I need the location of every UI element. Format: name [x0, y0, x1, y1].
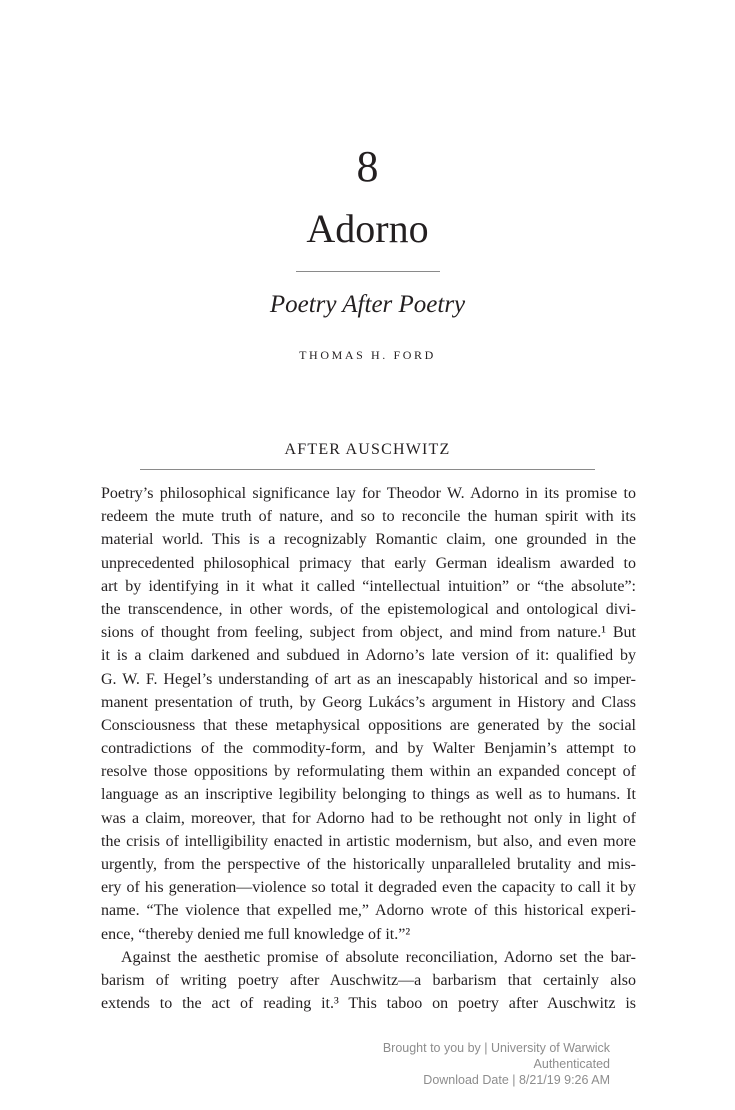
body-line: the crisis of intelligibility enacted in artistic modernism, but also, and even more — [101, 832, 636, 850]
body-line: the transcendence, in other words, of the epistemological and ontological divi- — [101, 600, 636, 618]
body-line: Poetry’s philosophical significance lay for Theodor W. Adorno in its promise to — [101, 485, 636, 502]
body-line: unprecedented philosophical primacy that early German idealism awarded to — [101, 554, 636, 572]
watermark-line: Authenticated — [533, 1057, 610, 1071]
body-line: Consciousness that these metaphysical oppositions are generated by the social — [101, 716, 636, 734]
chapter-number: 8 — [356, 142, 379, 191]
body-line: name. “The violence that expelled me,” Adorno wrote of this historical experi- — [101, 902, 636, 920]
title-divider — [296, 271, 440, 272]
body-line: it is a claim darkened and subdued in Adorno’s late version of it: qualified by — [101, 647, 636, 665]
author-name: THOMAS H. FORD — [299, 348, 436, 362]
body-line: extends to the act of reading it.³ This taboo on poetry after Auschwitz is — [101, 995, 636, 1013]
body-line: urgently, from the perspective of the historically unparalleled brutality and mis- — [101, 856, 636, 873]
body-text — [101, 482, 636, 1015]
body-line: material world. This is a recognizably Romantic claim, one grounded in the — [101, 531, 636, 549]
body-line: ence, “thereby denied me full knowledge of it.”² — [101, 925, 411, 943]
body-line: resolve those oppositions by reformulating them within an expanded concept of — [101, 763, 636, 781]
chapter-title: Adorno — [306, 206, 429, 251]
body-line: manent presentation of truth, by Georg Lukács’s argument in History and Class — [101, 693, 636, 711]
body-line: ery of his generation—violence so total it degraded even the capacity to call it by — [101, 879, 636, 897]
body-line: sions of thought from feeling, subject from object, and mind from nature.¹ But — [101, 624, 636, 642]
body-line: barism of writing poetry after Auschwitz—a barbarism that certainly also — [101, 971, 636, 989]
access-watermark — [300, 1040, 610, 1088]
watermark-line: Brought to you by | University of Warwick — [382, 1041, 610, 1055]
body-line: Against the aesthetic promise of absolute reconciliation, Adorno set the bar- — [121, 948, 636, 966]
body-line: G. W. F. Hegel’s understanding of art as an inescapably historical and so imper- — [101, 670, 636, 688]
chapter-subtitle: Poetry After Poetry — [269, 291, 466, 318]
body-line: was a claim, moreover, that for Adorno had to be rethought not only in light of — [101, 809, 636, 827]
body-line: art by identifying in it what it called “intellectual intuition” or “the absolute”: — [101, 577, 636, 595]
watermark-line: Download Date | 8/21/19 9:26 AM — [423, 1073, 610, 1087]
section-divider — [140, 469, 595, 470]
body-line: language as an inscriptive legibility belonging to things as well as to humans. It — [101, 786, 636, 804]
body-line: redeem the mute truth of nature, and so to reconcile the human spirit with its — [101, 508, 636, 526]
section-heading: AFTER AUSCHWITZ — [284, 441, 451, 458]
body-line: contradictions of the commodity-form, and by Walter Benjamin’s attempt to — [101, 740, 636, 758]
